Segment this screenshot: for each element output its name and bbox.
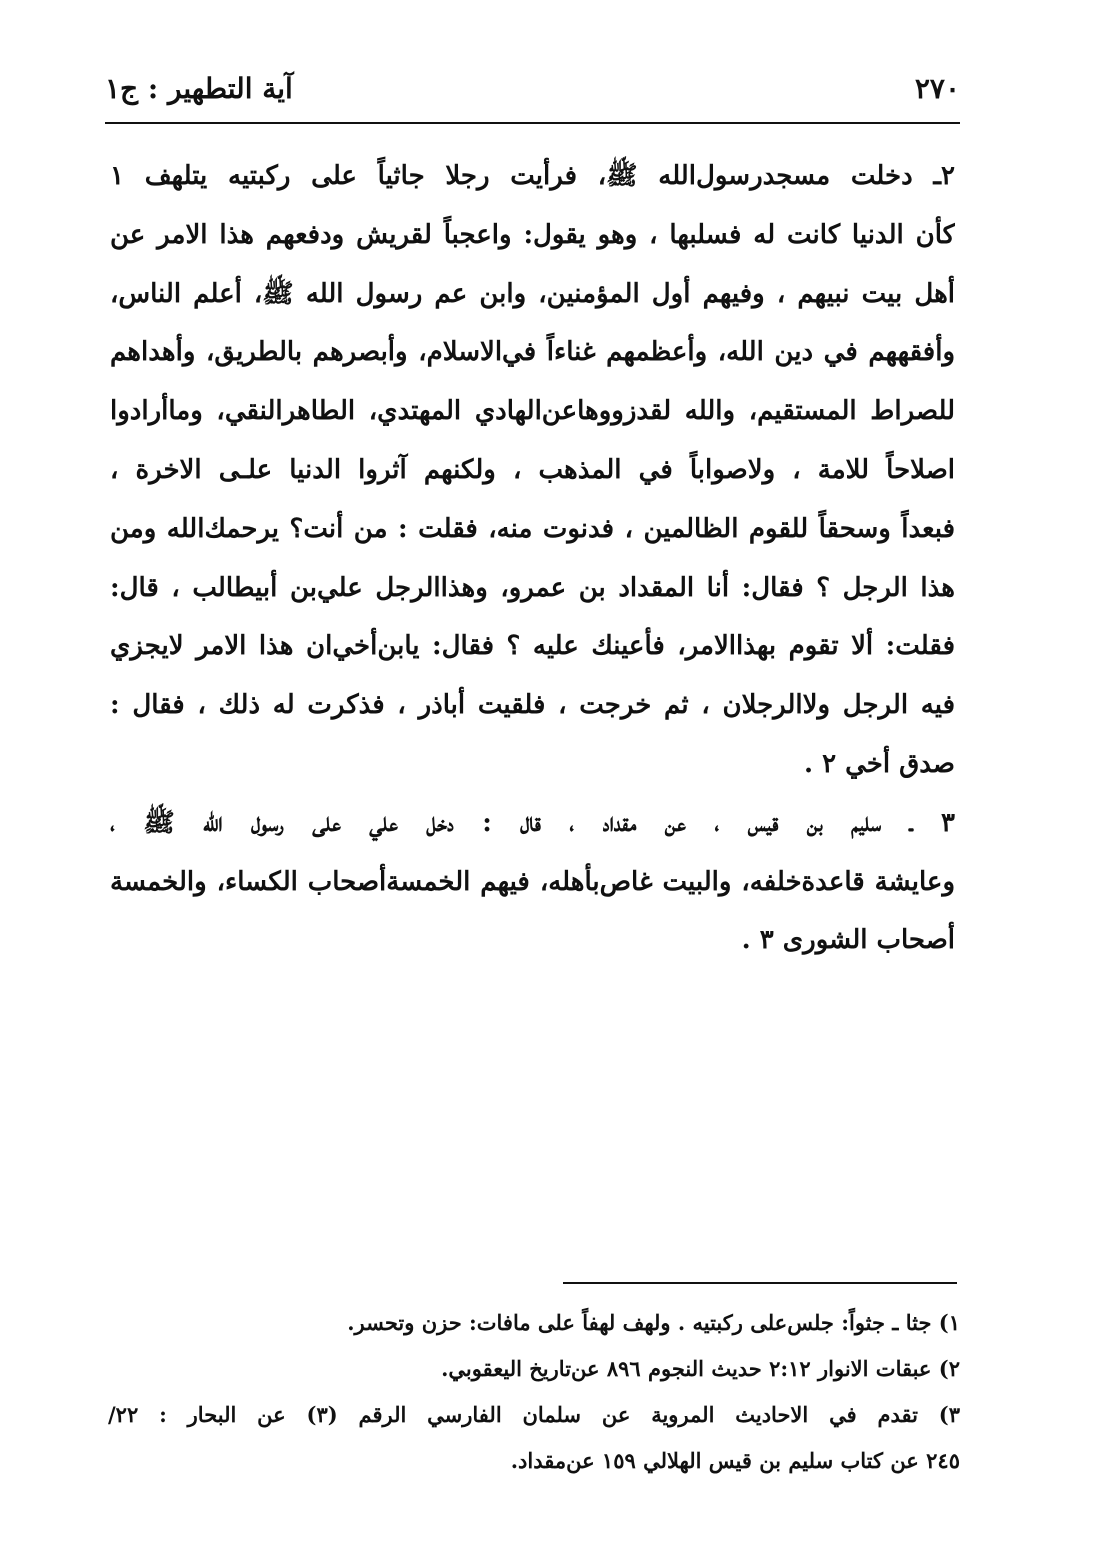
text-line: أصحاب الشورى ٣ .: [741, 925, 955, 956]
main-text: [110, 147, 955, 970]
footnote-line: ٣) تقدم في الاحاديث المروية عن سلمان الفارسي الرقم (٣) عن البحار : ٢٢/: [108, 1402, 960, 1427]
text-line: اصلاحاً للامة ، ولاصواباً في المذهب ، ولكنهم آثروا الدنيا علـى الاخرة ،: [110, 454, 955, 485]
text-line: أهل بيت نبيهم ، وفيهم أول المؤمنين، وابن عم رسول الله ﷺ، أعلم الناس،: [110, 278, 955, 309]
text-line: فقلت: ألا تقوم بهذاالامر، فأعينك عليه ؟ فقال: يابن‌أخي‌ان هذا الامر لايجزي: [110, 631, 955, 662]
page-number: ٢٧٠: [914, 72, 960, 105]
text-line: هذا الرجل ؟ فقال: أنا المقداد بن عمرو، وهذاالرجل علي‌بن أبيطالب ، قال:: [110, 572, 955, 603]
text-line: للصراط المستقيم، والله لقدزووهاعن‌الهادي المهتدي، الطاهرالنقي، وماأرادوا: [110, 396, 955, 427]
text-line: صدق أخي ٢ .: [803, 748, 955, 779]
footnote-line: ١) جثا ـ جثواً: جلس‌على ركبتيه . ولهف لهفاً على مافات: حزن وتحسر.: [347, 1310, 960, 1335]
footnotes: [108, 1300, 960, 1484]
running-title: آية التطهير : ج١: [105, 72, 293, 105]
footnote-line: ٢٤٥ عن كتاب سليم بن قيس الهلالي ١٥٩ عن‌مقداد.: [510, 1448, 960, 1473]
text-line: فيه الرجل ولاالرجلان ، ثم خرجت ، فلقيت أباذر ، فذكرت له ذلك ، فقال :: [110, 690, 955, 721]
text-line: ٣ ـ سليم بن قيس ، عن مقداد ، قال : دخل علي على رسول الله ﷺ ،: [110, 807, 955, 838]
footnote-line: ٢) عبقات الانوار ٢:١٢ حديث النجوم ٨٩٦ عن‌تاريخ اليعقوبي.: [441, 1356, 960, 1381]
text-line: وأفقههم في دين الله، وأعظمهم غناءاً في‌الاسلام، وأبصرهم بالطريق، وأهداهم: [110, 337, 955, 368]
text-line: وعايشة قاعدةخلفه، والبيت غاص‌بأهله، فيهم الخمسةأصحاب الكساء، والخمسة: [110, 866, 955, 897]
text-line: فبعداً وسحقاً للقوم الظالمين ، فدنوت منه، فقلت : من أنت؟ يرحمك‌الله ومن: [110, 513, 955, 544]
page-header: [105, 68, 960, 124]
text-line: ٢ـ دخلت مسجدرسول‌الله ﷺ، فرأيت رجلا جاثياً على ركبتيه يتلهف ١: [110, 161, 955, 191]
text-line: كأن الدنيا كانت له فسلبها ، وهو يقول: واعجباً لقريش ودفعهم هذا الامر عن: [110, 219, 955, 250]
footnote-divider: [563, 1282, 957, 1284]
